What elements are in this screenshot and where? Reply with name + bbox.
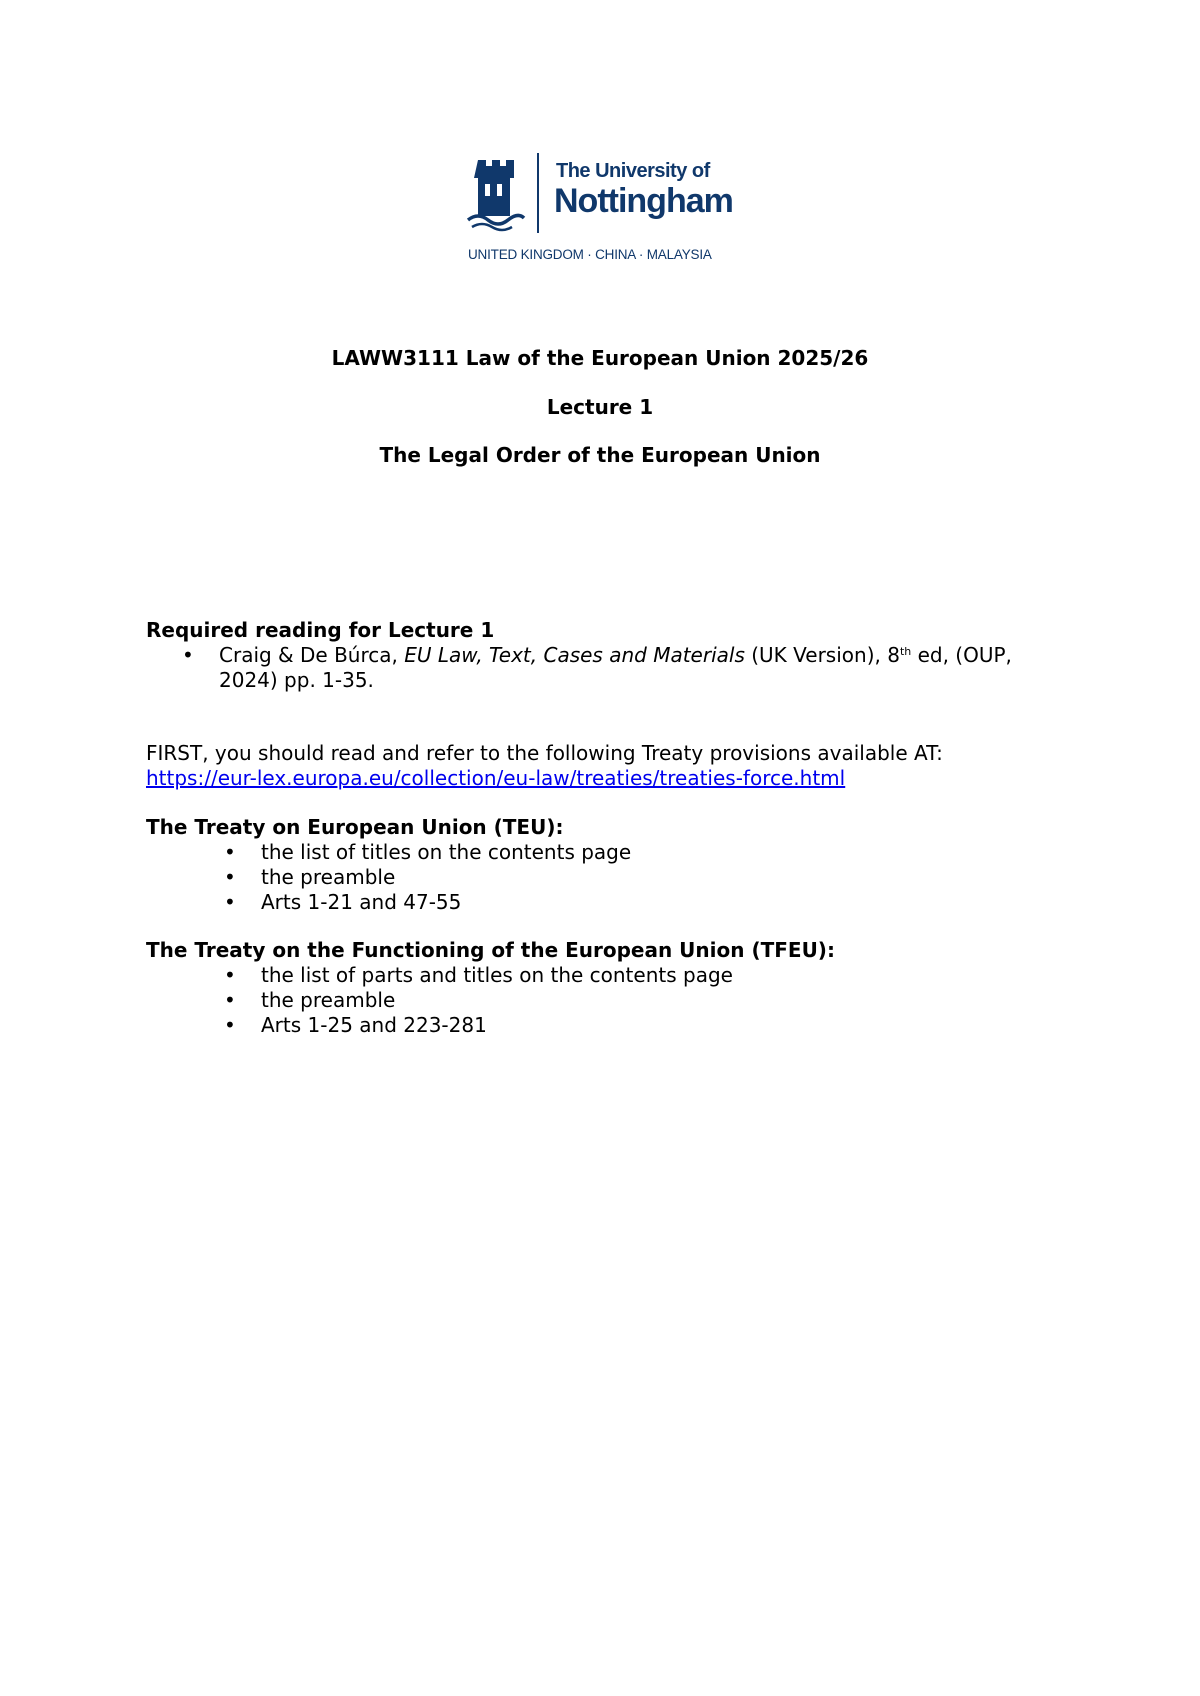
teu-heading: The Treaty on European Union (TEU): [146, 815, 564, 839]
university-logo [466, 150, 746, 270]
list-item: • Arts 1-25 and 223-281 [146, 1013, 1066, 1038]
list-item [146, 643, 1066, 693]
eur-lex-link[interactable]: https://eur-lex.europa.eu/collection/eu-law/treaties/treaties-force.html [146, 766, 846, 790]
logo-text-university: The University of [556, 160, 710, 182]
tfeu-heading: The Treaty on the Functioning of the European Union (TFEU): [146, 938, 835, 962]
reading-book-title: EU Law, Text, Cases and Materials [404, 643, 745, 667]
reading-edition: (UK Version), 8 [744, 643, 900, 667]
teu-list [146, 840, 1066, 915]
required-reading-section [146, 618, 1066, 693]
course-title: LAWW3111 Law of the European Union 2025/26 [331, 346, 869, 370]
intro-text: FIRST, you should read and refer to the following Treaty provisions available AT: [146, 741, 943, 765]
teu-section [146, 815, 1066, 915]
tfeu-section [146, 938, 1066, 1038]
list-item: • the list of parts and titles on the contents page [146, 963, 1066, 988]
lecture-topic: The Legal Order of the European Union [379, 443, 821, 467]
logo-divider [537, 153, 539, 233]
reading-authors: Craig & De Búrca, [219, 643, 405, 667]
lecture-number: Lecture 1 [546, 395, 654, 419]
list-item: • the preamble [146, 988, 1066, 1013]
list-item: • the list of titles on the contents page [146, 840, 1066, 865]
reading-list [146, 643, 1066, 693]
tfeu-list [146, 963, 1066, 1038]
reading-publisher: ed, (OUP, 2024) pp. 1-35. [219, 643, 1012, 692]
logo-locations: UNITED KINGDOM · CHINA · MALAYSIA [468, 247, 712, 262]
list-item: • Arts 1-21 and 47-55 [146, 890, 1066, 915]
castle-crest-icon [466, 154, 526, 234]
logo-text-nottingham: Nottingham [554, 182, 733, 220]
list-item: • the preamble [146, 865, 1066, 890]
intro-section [146, 741, 1066, 791]
reading-edition-suffix: th [899, 645, 912, 658]
required-reading-heading: Required reading for Lecture 1 [146, 618, 495, 642]
